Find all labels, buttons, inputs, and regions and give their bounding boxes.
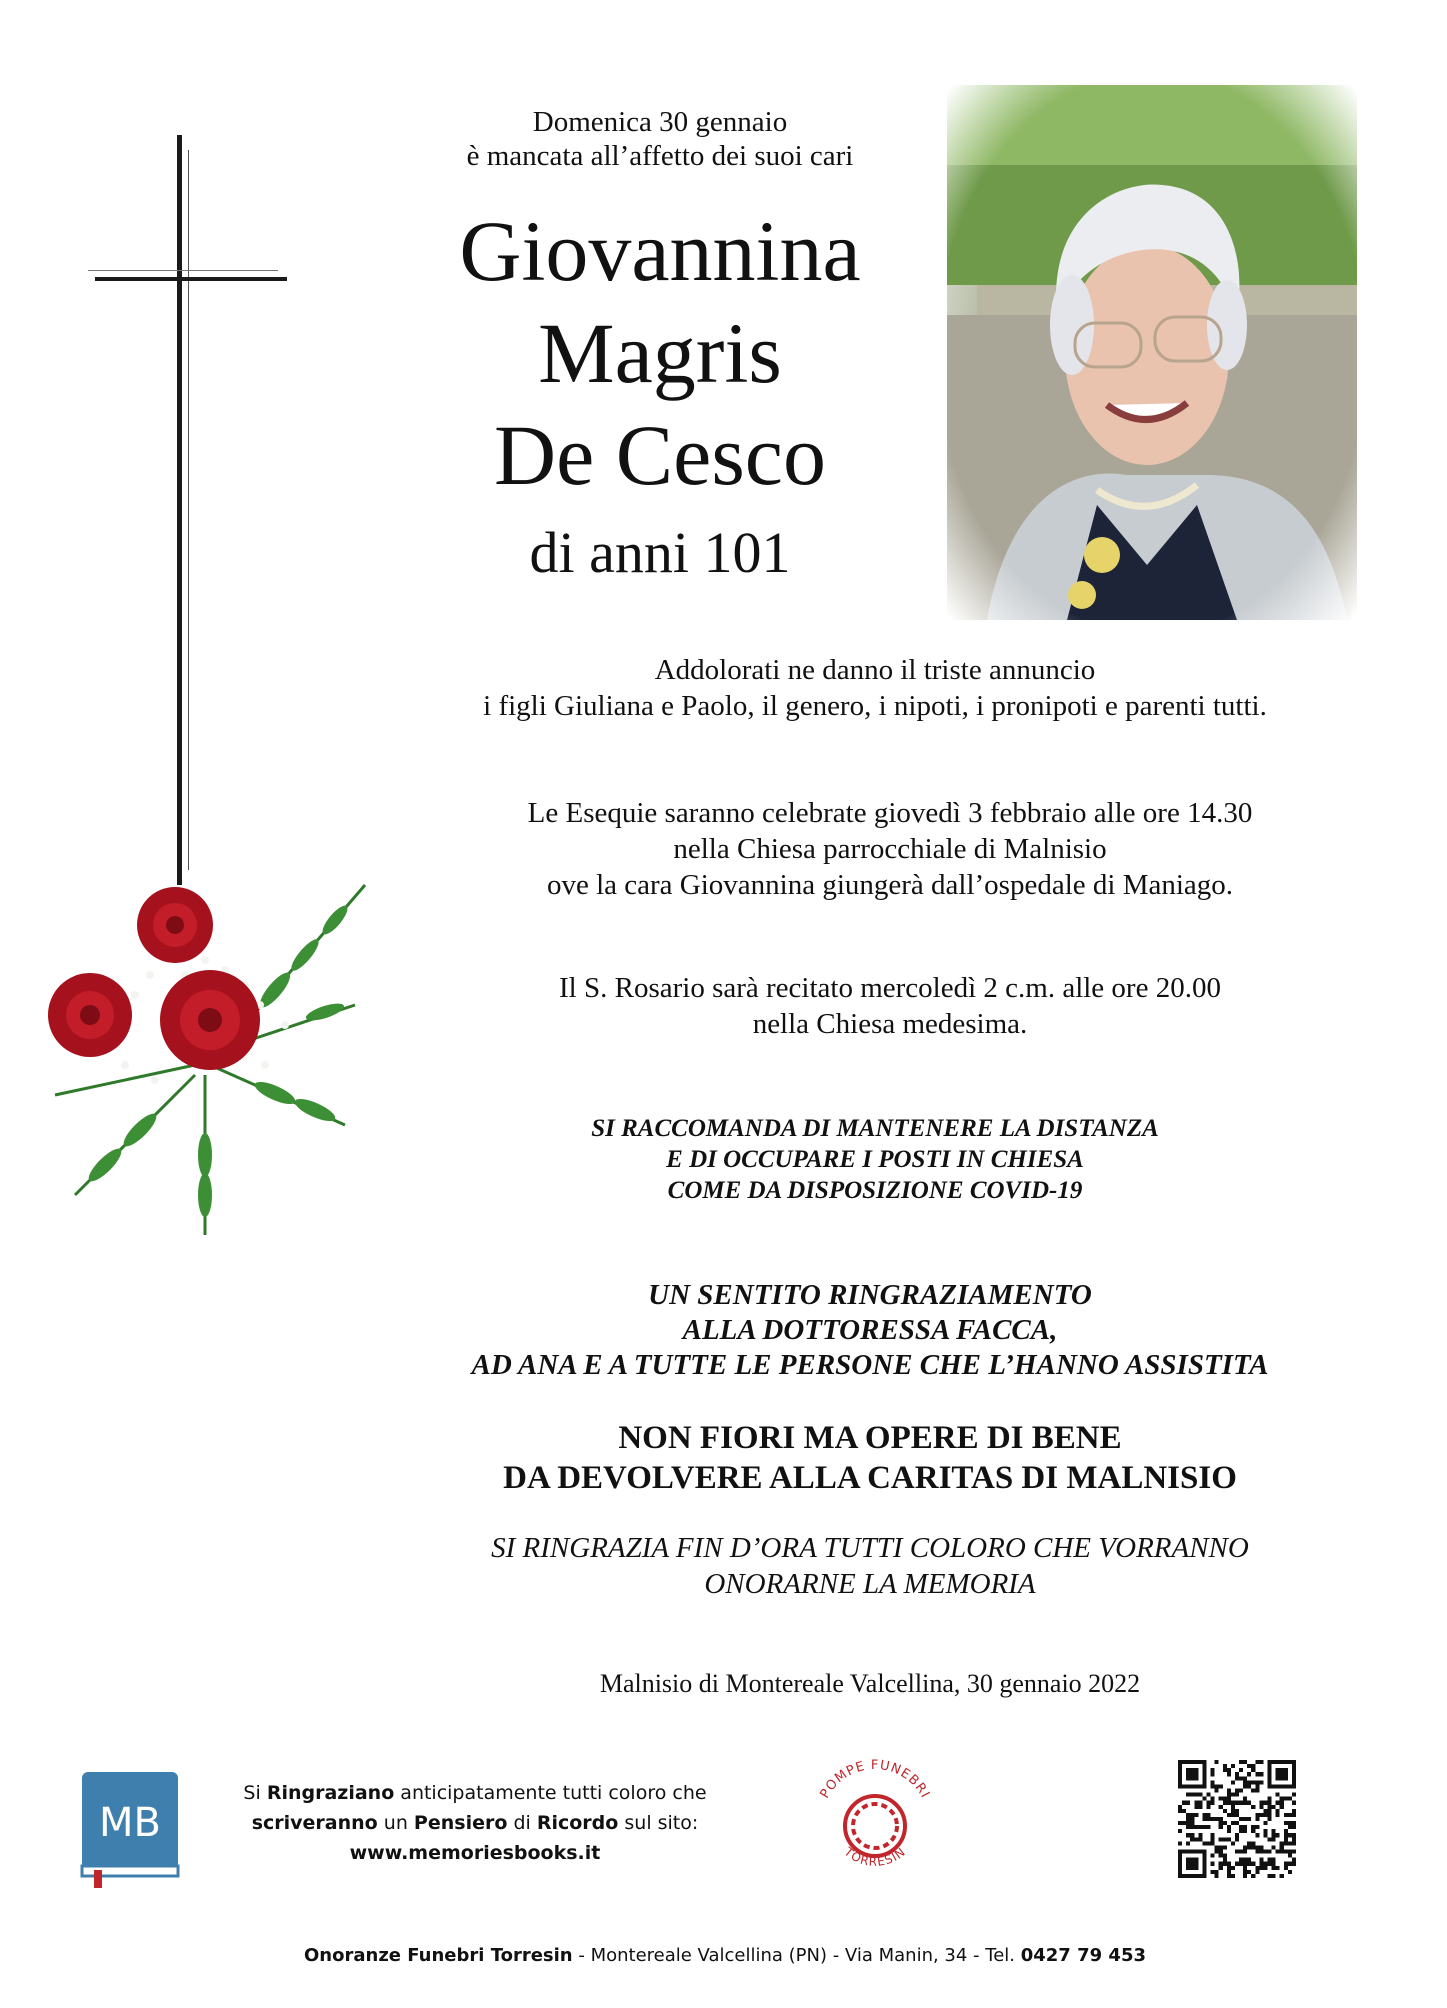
thanks-line-1: UN SENTITO RINGRAZIAMENTO [648, 1279, 1092, 1311]
company-address: - Montereale Valcellina (PN) - Via Manin, 34 - Tel. [572, 1945, 1021, 1966]
funeral-line-1: Le Esequie saranno celebrate giovedì 3 febbraio alle ore 14.30 [527, 797, 1253, 829]
rose-bouquet-image [35, 865, 380, 1245]
covid-line-1: SI RACCOMANDA DI MANTENERE LA DISTANZA [591, 1115, 1159, 1142]
memory-text [370, 1530, 1370, 1602]
rose-bouquet-illustration [35, 865, 380, 1245]
pompe-funebri-seal [810, 1750, 940, 1890]
intro-line-1: Domenica 30 gennaio [532, 106, 788, 138]
seal-emblem [810, 1750, 940, 1890]
footer-word: sul sito: [624, 1812, 699, 1834]
portrait-photo [947, 85, 1357, 620]
funeral-text [440, 795, 1340, 903]
name-line-3: De Cesco [494, 407, 826, 503]
seal-top-text: POMPE FUNEBRI [817, 1757, 933, 1802]
name-line-1: Giovannina [459, 203, 861, 299]
qr-code-icon [1178, 1760, 1296, 1878]
memoriesbooks-link[interactable]: www.memoriesbooks.it [349, 1842, 601, 1864]
memory-line-1: SI RINGRAZIA FIN D’ORA TUTTI COLORO CHE VORRANNO [491, 1532, 1249, 1564]
intro-text [420, 105, 900, 173]
donation-line-2: DA DEVOLVERE ALLA CARITAS DI MALNISIO [503, 1460, 1237, 1496]
cross-horizontal-shadow [88, 270, 278, 271]
bottom-contact-bar [150, 1944, 1300, 1968]
thanks-text [370, 1278, 1370, 1383]
footer-word-bold: Ringraziano [266, 1782, 395, 1804]
company-name: Onoranze Funebri Torresin [304, 1945, 573, 1966]
cross-horizontal-bar [95, 277, 287, 281]
donation-notice [370, 1418, 1370, 1498]
deceased-name [380, 200, 940, 506]
footer-note-line-2 [215, 1808, 735, 1838]
footer-note-line-1 [215, 1778, 735, 1808]
funeral-line-2: nella Chiesa parrocchiale di Malnisio [673, 833, 1107, 865]
donation-line-1: NON FIORI MA OPERE DI BENE [618, 1420, 1122, 1456]
seal-bottom-text: TORRESIN [841, 1844, 909, 1869]
footer-word-bold: scriveranno [251, 1812, 378, 1834]
memory-line-2: ONORARNE LA MEMORIA [704, 1568, 1036, 1600]
announcement-line-1: Addolorati ne danno il triste annuncio [654, 654, 1096, 686]
deceased-age: di anni 101 [529, 520, 791, 585]
thanks-line-3: AD ANA E A TUTTE LE PERSONE CHE L’HANNO ASSISTITA [471, 1349, 1269, 1381]
footer-note [215, 1778, 735, 1868]
cross-vertical-bar [177, 135, 182, 885]
footer-word-bold: Ricordo [536, 1812, 619, 1834]
covid-line-2: E DI OCCUPARE I POSTI IN CHIESA [666, 1146, 1084, 1173]
covid-notice [400, 1113, 1350, 1206]
rosary-line-1: Il S. Rosario sarà recitato mercoledì 2 c.m. alle ore 20.00 [559, 972, 1221, 1004]
announcement-line-2: i figli Giuliana e Paolo, il genero, i nipoti, i pronipoti e parenti tutti. [483, 690, 1267, 722]
rosary-text [440, 970, 1340, 1042]
memoriesbooks-logo[interactable] [80, 1770, 180, 1890]
intro-line-2: è mancata all’affetto dei suoi cari [466, 140, 854, 172]
footer-word: di [513, 1812, 531, 1834]
cross-vertical-shadow [188, 150, 189, 870]
footer-word: Si [243, 1782, 261, 1804]
portrait-illustration [947, 85, 1357, 620]
funeral-line-3: ove la cara Giovannina giungerà dall’ospedale di Maniago. [546, 869, 1234, 901]
place-date: Malnisio di Montereale Valcellina, 30 gennaio 2022 [599, 1669, 1141, 1698]
qr-code[interactable] [1178, 1760, 1296, 1878]
footer-word: un [383, 1812, 408, 1834]
thanks-line-2: ALLA DOTTORESSA FACCA, [682, 1314, 1058, 1346]
footer-word-bold: Pensiero [413, 1812, 508, 1834]
name-line-2: Magris [538, 305, 782, 401]
book-icon [80, 1770, 180, 1890]
footer-word: anticipatamente tutti coloro che [400, 1782, 707, 1804]
footer-note-line-3 [215, 1838, 735, 1868]
covid-line-3: COME DA DISPOSIZIONE COVID-19 [667, 1177, 1083, 1204]
announcement-text [410, 652, 1340, 724]
company-phone[interactable]: 0427 79 453 [1020, 1945, 1146, 1966]
mb-logo-text: MB [99, 1800, 161, 1846]
rosary-line-2: nella Chiesa medesima. [752, 1008, 1028, 1040]
